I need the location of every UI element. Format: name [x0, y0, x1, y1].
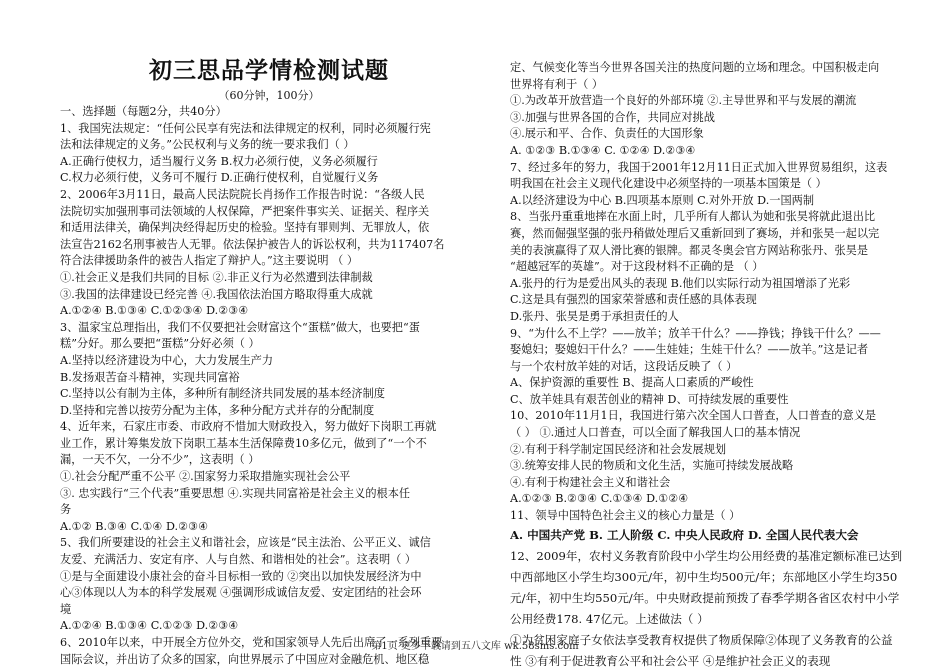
text-line: C.坚持以公有制为主体，多种所有制经济共同发展的基本经济制度 [60, 387, 385, 401]
text-line: 心③体现以人为本的科学发展观 ④强调形成诚信友爱、安定团结的社会环 [60, 586, 422, 600]
text-line: 定、气候变化等当今世界各国关注的热度问题的立场和理念。中国积极走向 [510, 61, 880, 74]
text-line: 8、当张丹重重地摔在水面上时，几乎所有人都认为她和张昊将就此退出比 [510, 210, 876, 224]
text-line: 公用经费178. 47亿元。上述做法（ ） [510, 611, 709, 626]
text-line: 明我国在社会主义现代化建设中必须坚持的一项基本国策是（ ） [510, 177, 827, 191]
text-line: 法宣告2162名刑事被告人无罪。依法保护被告人的诉讼权利，共为117407名 [60, 237, 445, 251]
text-line: 友爱、充满活力、安定有序、人与自然、和谐相处的社会”。这表明（ ） [60, 553, 417, 567]
text-line: 符合法律援助条件的被告人指定了辩护人。”这主要说明 （ ） [60, 254, 359, 268]
text-line: ①是与全面建设小康社会的奋斗目标相一致的 ②突出以加快发展经济为中 [60, 569, 422, 583]
text-line: 2、2006年3月11日，最高人民法院院长肖扬作工作报告时说：“各级人民 [60, 187, 425, 201]
text-line: “超越冠军的英雄”。对于这段材料不正确的是 （ ） [510, 260, 764, 274]
text-line: （ ） ①.通过人口普查，可以全面了解我国人口的基本情况 [510, 426, 801, 440]
text-line: 中西部地区小学生均300元/年，初中生均500元/年；东部地区小学生均350 [510, 569, 898, 584]
text-line: 12、2009年，农村义务教育阶段中小学生均公用经费的基准定额标准已达到 [510, 548, 903, 563]
left-question-text [60, 104, 478, 668]
text-line: C、放羊娃具有艰苦创业的精神 D、可持续发展的重要性 [510, 392, 789, 406]
text-line: 4、近年来，石家庄市委、市政府不惜加大财政投入，努力做好下岗职工再就 [60, 420, 437, 434]
text-line: 3、温家宝总理指出，我们不仅要把社会财富这个“蛋糕”做大，也要把“蛋 [60, 320, 420, 334]
text-line: A.张丹的行为是爱出风头的表现 B.他们以实际行动为祖国增添了光彩 [510, 276, 851, 290]
text-line: 国际会议，并出访了众多的国家，向世界展示了中国应对金融危机、地区稳 [60, 652, 430, 666]
text-line: 漏，一天不欠，一分不少”，这表明（ ） [60, 453, 260, 467]
text-line: D.坚持和完善以按劳分配为主体，多种分配方式并存的分配制度 [60, 403, 375, 417]
text-line: ①.社会正义是我们共同的目标 ②.非正义行为必然遭到法律制裁 [60, 270, 373, 284]
text-line: ③.我国的法律建设已经完善 ④.我国依法治国方略取得重大成就 [60, 287, 373, 301]
text-line: 11、领导中国特色社会主义的核心力量是（ ） [510, 509, 741, 523]
text-line: 务 [60, 503, 72, 517]
text-line: 业工作，累计筹集发放下岗职工基本生活保障费10多亿元，做到了“一个不 [60, 436, 427, 450]
text-line: 1、我国宪法规定：“任何公民享有宪法和法律规定的权利，同时必须履行宪 [60, 121, 431, 135]
text-line: 赛，然而倔强坚强的张丹稍做处理后又重新回到了赛场，并和张昊一起以完 [510, 226, 880, 240]
text-line: B.发扬艰苦奋斗精神，实现共同富裕 [60, 370, 240, 384]
text-line: ①为贫困家庭子女依法享受教育权提供了物质保障②体现了义务教育的公益 [510, 632, 893, 647]
exam-title: 初三思品学情检测试题 [149, 57, 389, 84]
text-line: 与一个农村放羊娃的对话，这段话反映了（ ） [510, 359, 738, 373]
text-line: 性 ③有利于促进教育公平和社会公平 ④是维护社会正义的表现 [510, 653, 831, 668]
text-line: 世界将有利于（ ） [510, 77, 604, 91]
text-line: 和适用法律关，确保判决经得起历史的检验。坚持有罪则判、无罪放人，依 [60, 221, 430, 235]
text-line: A. ①②③ B.①③④ C. ①②④ D.②③④ [510, 143, 696, 157]
text-line: ②.有利于科学制定国民经济和社会发展规划 [510, 442, 727, 456]
text-line: D.张丹、张昊是勇于承担责任的人 [510, 309, 679, 323]
text-line: A.正确行使权力，适当履行义务 B.权力必须行使，义务必须履行 [60, 154, 378, 168]
text-line: 5、我们所要建设的社会主义和谐社会，应该是“民主法治、公平正义、诚信 [60, 536, 431, 550]
text-line: 境 [60, 602, 72, 616]
text-line: 7、经过多年的努力，我国于2001年12月11日正式加入世界贸易组织，这表 [510, 160, 888, 174]
text-line: A.①②③ B.②③④ C.①③④ D.①②④ [510, 492, 689, 506]
text-line: 9、“为什么不上学？——放羊；放羊干什么？——挣钱；挣钱干什么？—— [510, 326, 881, 340]
text-line: ③. 忠实践行“三个代表”重要思想 ④.实现共同富裕是社会主义的根本任 [60, 486, 411, 500]
text-line: C.权力必须行使，义务可不履行 D.正确行使权利，自觉履行义务 [60, 171, 379, 185]
text-line: 元/年，初中生均550元/年。中央财政提前预拨了春季学期各省区农村中小学 [510, 590, 900, 605]
text-line: ④.有利于构建社会主义和谐社会 [510, 475, 671, 489]
text-line: A.①② B.③④ C.①④ D.②③④ [60, 519, 209, 533]
page-footer: 第1页 更多下载请到五八文库 wk.58sms.com [371, 641, 579, 652]
text-line: A、保护资源的重要性 B、提高人口素质的严峻性 [510, 376, 754, 390]
text-line: 美的表演赢得了双人滑比赛的银牌。都灵冬奥会官方网站称张丹、张昊是 [510, 243, 869, 257]
text-line: ①.社会分配严重不公平 ②.国家努力采取措施实现社会公平 [60, 470, 351, 484]
text-line: 法院切实加强刑事司法领域的人权保障，严把案件事实关、证据关、程序关 [60, 204, 430, 218]
text-line: C.这是具有强烈的国家荣誉感和责任感的具体表现 [510, 293, 757, 307]
text-line: 娶媳妇；娶媳妇干什么？——生娃娃；生娃干什么？——放羊。”这是记者 [510, 343, 869, 357]
text-line: 糕”分好。那么要把“蛋糕”分好必须（ ） [60, 337, 260, 351]
text-line: A. 中国共产党 B. 工人阶级 C. 中央人民政府 D. 全国人民代表大会 [510, 527, 859, 542]
exam-subtitle: （60分钟，100分） [218, 89, 320, 102]
text-line: 法和法律规定的义务。”公民权利与义务的统一要求我们（ ） [60, 138, 355, 152]
text-line: 10、2010年11月1日，我国进行第六次全国人口普查，人口普查的意义是 [510, 409, 877, 423]
text-line: ③.统筹安排人民的物质和文化生活，实施可持续发展战略 [510, 459, 794, 473]
text-line: A.以经济建设为中心 B.四项基本原则 C.对外开放 D.一国两制 [510, 193, 815, 207]
text-line: A.①②④ B.①③④ C.①②③④ D.②③④ [60, 304, 249, 318]
text-line: ①.为改革开放营造一个良好的外部环境 ②.主导世界和平与发展的潮流 [510, 94, 857, 108]
text-line: A.坚持以经济建设为中心，大力发展生产力 [60, 353, 274, 367]
text-line: 一、选择题（每题2分，共40分） [60, 105, 227, 118]
text-line: ④.展示和平、合作、负责任的大国形象 [510, 127, 704, 141]
text-line: ③.加强与世界各国的合作，共同应对挑战 [510, 110, 715, 124]
text-line: 6、2010年以来，中开展全方位外交，党和国家领导人先后出席了一系列重要 [60, 636, 443, 649]
right-question-text [510, 60, 928, 672]
text-line: A.①②④ B.①③④ C.①②③ D.②③④ [60, 619, 239, 633]
